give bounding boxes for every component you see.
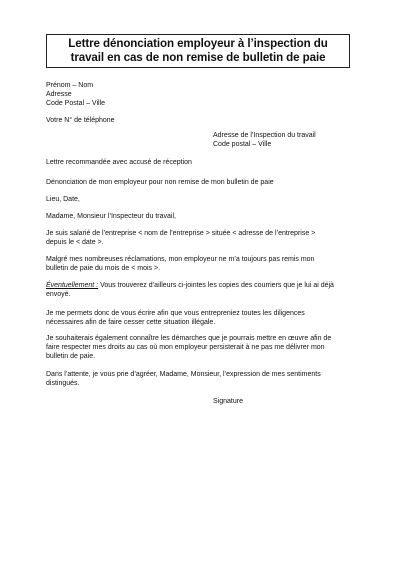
paragraph-line: depuis le < date >. <box>46 239 104 246</box>
paragraph-complaint <box>46 255 314 273</box>
paragraph-closing <box>46 370 321 388</box>
letter-title-box <box>46 34 350 68</box>
sender-address: Adresse <box>46 91 72 98</box>
paragraph-line: envoyé. <box>46 291 71 298</box>
letter-title-line-1: Lettre dénonciation employeur à l’inspection du <box>68 37 328 50</box>
paragraph-line: Je souhaiterais également connaître les démarches que je pourrais mettre en œuvre afin de <box>46 335 332 342</box>
paragraph-line: nécessaires afin de faire cesser cette situation illégale. <box>46 319 216 326</box>
paragraph-line: faire respecter mes droits au cas où mon employeur persisterait à ne pas me délivrer mon <box>46 344 325 351</box>
letter-title-line-2: travail en cas de non remise de bulletin de paie <box>70 51 326 64</box>
paragraph-line: Je me permets donc de vous écrire afin que vous entrepreniez toutes les diligences <box>46 310 305 317</box>
sender-phone <box>46 116 115 125</box>
paragraph-attachments <box>46 281 334 299</box>
paragraph-request <box>46 309 305 327</box>
paragraph-employment <box>46 229 315 247</box>
sender-block <box>46 81 105 108</box>
recipient-block <box>213 131 316 149</box>
sender-name: Prénom – Nom <box>46 82 94 89</box>
signature <box>213 397 243 406</box>
registered-mail-text: Lettre recommandée avec accusé de réception <box>46 159 192 166</box>
place-date <box>46 195 80 204</box>
salutation <box>46 212 176 221</box>
optional-label: Éventuellement : <box>46 282 99 289</box>
recipient-address: Adresse de l’Inspection du travail <box>213 132 316 139</box>
salutation-text: Madame, Monsieur l’Inspecteur du travail, <box>46 213 176 220</box>
registered-mail-note <box>46 158 192 167</box>
paragraph-line-rest: Vous trouverez d’ailleurs ci-jointes les copies des courriers que je lui ai déjà <box>98 282 334 289</box>
paragraph-rights <box>46 334 331 361</box>
paragraph-line: bulletin de paie. <box>46 353 96 360</box>
paragraph-line: bulletin de paie du mois de < mois >. <box>46 265 161 272</box>
paragraph-line: Malgré mes nombreuses réclamations, mon employeur ne m’a toujours pas remis mon <box>46 256 315 263</box>
place-date-text: Lieu, Date, <box>46 196 80 203</box>
sender-phone-text: Votre N° de téléphone <box>46 117 115 124</box>
signature-text: Signature <box>213 398 243 405</box>
letter-subject-text: Dénonciation de mon employeur pour non remise de mon bulletin de paie <box>46 179 274 186</box>
paragraph-line: distingués. <box>46 380 80 387</box>
sender-postal: Code Postal – Ville <box>46 100 106 107</box>
paragraph-line <box>46 281 334 290</box>
recipient-postal: Code postal – Ville <box>213 141 272 148</box>
paragraph-line: Je suis salarié de l’entreprise < nom de l’entreprise > située < adresse de l’entreprise > <box>46 230 316 237</box>
letter-subject <box>46 178 274 187</box>
paragraph-line: Dans l’attente, je vous prie d’agréer, Madame, Monsieur, l’expression de mes sentiments <box>46 371 321 378</box>
